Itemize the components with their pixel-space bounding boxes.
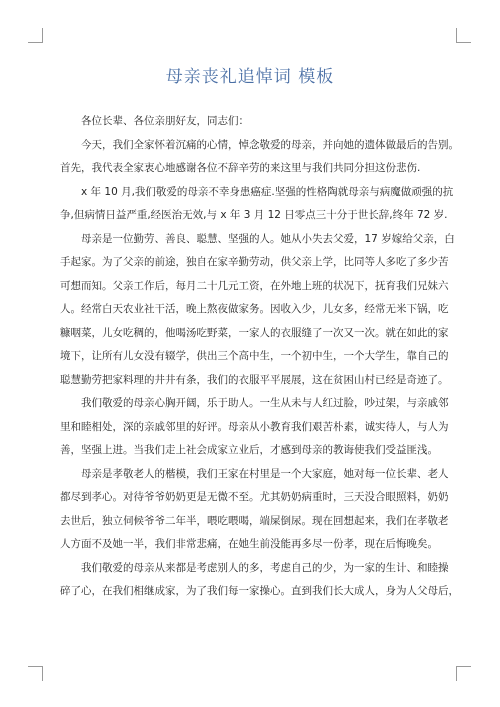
paragraph-line: 聪慧勤劳把家料理的井井有条，我们的衣服平平展展，这在贫困山村已经是奇迹了。 xyxy=(60,373,449,386)
crop-mark-bottom-left xyxy=(28,666,43,681)
paragraph-line: 善，坚强上进。当我们走上社会成家立业后，才感到母亲的教诲使我们受益匪浅。 xyxy=(60,444,438,456)
paragraph-line: 碎了心，在我们相继成家，为了我们每一家操心。直到我们长大成人，身为人父母后， xyxy=(60,585,459,597)
crop-mark-top-right xyxy=(456,28,471,43)
salutation-line: 各位长辈、各位亲朋好友，同志们： xyxy=(81,115,249,127)
document-body xyxy=(60,110,459,604)
paragraph-line: 今天，我们全家怀着沉痛的心情，悼念敬爱的母亲，并向她的遗体做最后的告别。 xyxy=(81,138,459,151)
paragraph-line: 境下，让所有儿女没有辍学，供出三个高中生，一个初中生，一个大学生，靠自己的 xyxy=(60,350,449,362)
paragraph-line: 我们敬爱的母亲从来都是考虑别人的多，考虑自己的少，为一家的生计、和睦操 xyxy=(81,561,449,574)
crop-mark-top-left xyxy=(28,28,43,43)
paragraph-line: 可想而知。父亲工作后，每月二十几元工资，在外地上班的状况下，抚育我们兄妹六 xyxy=(60,279,449,292)
paragraph-line: x 年 10 月,我们敬爱的母亲不幸身患癌症.坚强的性格陶就母亲与病魔做顽强的抗 xyxy=(81,185,454,198)
paragraph-line: 首先，我代表全家衷心地感谢各位不辞辛劳的来这里与我们共同分担这份悲伤. xyxy=(60,162,421,174)
paragraph-line: 手起家。为了父亲的前途，独自在家辛勤劳动，供父亲上学，比同等人多吃了多少苦 xyxy=(60,256,449,268)
crop-mark-bottom-right xyxy=(456,666,471,681)
document-title: 母亲丧礼追悼词 模板 xyxy=(165,67,335,87)
paragraph-line: 母亲是孝敬老人的楷模，我们王家在村里是一个大家庭，她对每一位长辈、老人 xyxy=(81,467,449,480)
paragraph-line: 糠咽菜，儿女吃稠的，他喝汤吃野菜，一家人的衣服缝了一次又一次。就在如此的家 xyxy=(60,326,449,339)
paragraph-line: 都尽到孝心。对待爷爷奶奶更是无微不至。尤其奶奶病重时，三天没合眼照料，奶奶 xyxy=(60,491,449,503)
paragraph-line: 人方面不及她一半，我们非常悲痛，在她生前没能再多尽一份孝，现在后悔晚矣。 xyxy=(60,538,438,550)
paragraph-line: 去世后，独立伺候爷爷二年半，喂吃喂喝，端屎倒尿。现在回想起来，我们在孝敬老 xyxy=(60,514,449,527)
paragraph-line: 母亲是一位勤劳、善良、聪慧、坚强的人。她从小失去父爱，17 岁嫁给父亲，白 xyxy=(81,232,455,245)
paragraph-line: 争,但病情日益严重,经医治无效,与 x 年 3 月 12 日零点三十分于世长辞,终年 72 岁. xyxy=(60,209,448,221)
paragraph-line: 我们敬爱的母亲心胸开阔，乐于助人。一生从未与人红过脸，吵过架，与亲戚邻 xyxy=(81,397,449,409)
paragraph-line: 人。经常白天农业社干活，晚上熬夜做家务。因收入少，儿女多，经常无米下锅，吃 xyxy=(60,303,449,315)
paragraph-line: 里和睦相处，深的亲戚邻里的好评。母亲从小教育我们艰苦朴素，诚实待人，与人为 xyxy=(60,420,449,433)
